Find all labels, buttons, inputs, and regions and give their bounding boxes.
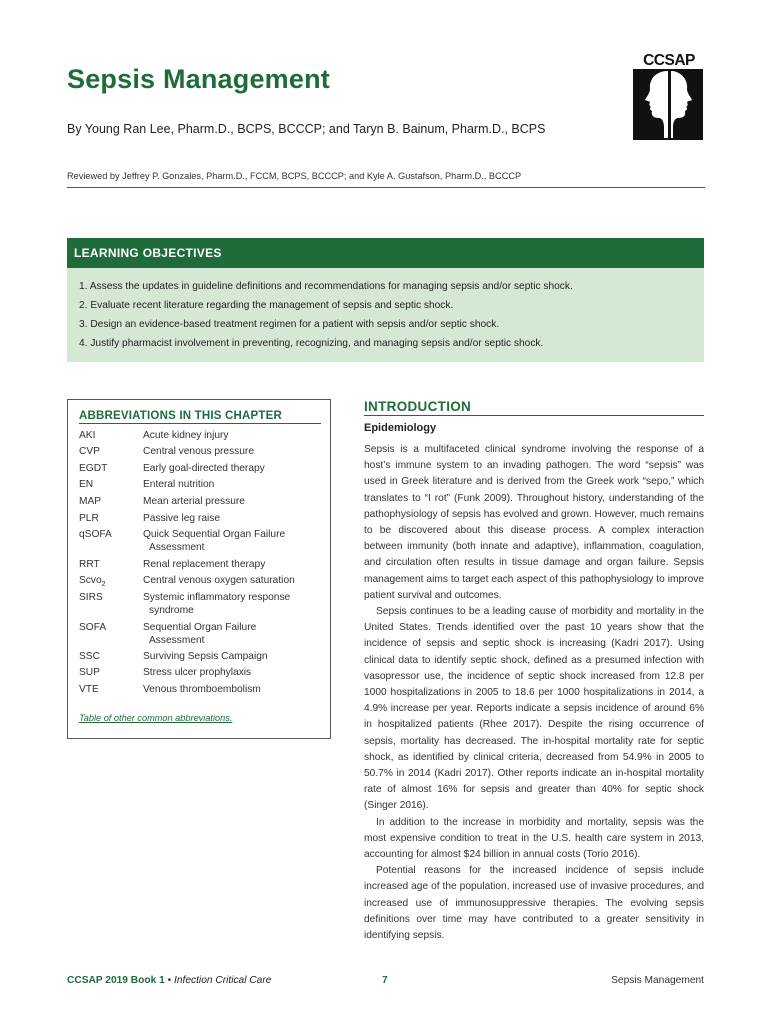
logo-faces-icon <box>633 69 703 140</box>
definition-text: Quick Sequential Organ Failure <box>143 529 286 540</box>
abbreviation-definition: Passive leg raise <box>143 513 221 524</box>
page-title: Sepsis Management <box>67 64 330 94</box>
footer-separator: • <box>164 975 175 986</box>
definition-continuation: Assessment <box>149 542 205 553</box>
abbreviation: EN <box>79 479 94 490</box>
footer-book-subtitle: Infection Critical Care <box>174 975 272 986</box>
abbreviation: SOFA <box>79 622 107 633</box>
objective-item: 1. Assess the updates in guideline definitions and recommendations for managing sepsis and/or septic shock. <box>79 281 573 292</box>
abbreviation-definition: Stress ulcer prophylaxis <box>143 667 252 678</box>
page-number: 7 <box>382 975 388 986</box>
abbreviation-definition <box>143 528 323 554</box>
footer-chapter-title: Sepsis Management <box>611 975 704 986</box>
author-line: By Young Ran Lee, Pharm.D., BCPS, BCCCP; and Taryn B. Bainum, Pharm.D., BCPS <box>67 122 546 136</box>
learning-objectives-heading: LEARNING OBJECTIVES <box>67 238 704 268</box>
abbreviation: PLR <box>79 513 99 524</box>
body-paragraph: In addition to the increase in morbidity and mortality, sepsis was the most expensive condition to treat in the U.S. health care system in 2013, accounting for almost $24 billion in annual costs (Torio 2016). <box>364 816 704 861</box>
abbreviations-table-link[interactable]: Table of other common abbreviations. <box>79 713 233 723</box>
introduction-body <box>364 442 704 944</box>
abbreviation: AKI <box>79 430 96 441</box>
objective-item: 2. Evaluate recent literature regarding the management of sepsis and septic shock. <box>79 300 454 311</box>
objective-item: 4. Justify pharmacist involvement in preventing, recognizing, and managing sepsis and/or septic shock. <box>79 338 544 349</box>
logo-text: CCSAP <box>643 52 695 69</box>
abbreviation-subscript: 2 <box>101 581 106 589</box>
abbreviation-definition: Acute kidney injury <box>143 430 229 441</box>
abbreviation: EGDT <box>79 463 108 474</box>
abbreviation-definition: Central venous pressure <box>143 446 254 457</box>
abbreviation-definition: Early goal-directed therapy <box>143 463 265 474</box>
footer-book-title: CCSAP 2019 Book 1 <box>67 975 165 986</box>
definition-continuation: syndrome <box>149 605 194 616</box>
body-paragraph: Sepsis is a multifaceted clinical syndrome involving the response of a host’s immune system to an invading pathogen. The word “sepsis” was used in Greek literature and is derived from the Greek work “sepo,” which translates to “I rot” (Funk 2009). Throughout history, understanding of the pathophysiology of sepsis has evolved and grown. However, much remains to be discovered about this disease process. A complex interaction between immunity (both innate and adaptive), inflammation, coagulation, and circulation often results in tissue damage and organ failure. Sepsis management aims to target each aspect of this pathophysiology to improve patient survival and outcomes. <box>364 444 704 601</box>
abbreviation <box>79 574 106 591</box>
definition-text: Systemic inflammatory response <box>143 592 291 603</box>
learning-objectives-list <box>67 268 704 355</box>
reviewer-line: Reviewed by Jeffrey P. Gonzales, Pharm.D., FCCM, BCPS, BCCCP; and Kyle A. Gustafson, Pharm.D., BCCCP <box>67 171 522 181</box>
epidemiology-subheading: Epidemiology <box>364 422 437 434</box>
objective-item: 3. Design an evidence-based treatment regimen for a patient with sepsis and/or septic shock. <box>79 319 500 330</box>
abbreviation: MAP <box>79 496 102 507</box>
footer-book-info <box>67 975 271 986</box>
definition-text: Sequential Organ Failure <box>143 622 257 633</box>
abbreviation-definition: Venous thromboembolism <box>143 684 261 695</box>
ccsap-logo <box>632 52 706 144</box>
abbreviation: SUP <box>79 667 100 678</box>
abbreviation: VTE <box>79 684 99 695</box>
abbreviation-text: Scvo <box>79 575 102 586</box>
abbreviation-definition <box>143 621 323 647</box>
abbreviation-definition: Central venous oxygen saturation <box>143 575 295 586</box>
abbreviation: RRT <box>79 559 100 570</box>
introduction-heading: INTRODUCTION <box>364 399 704 416</box>
definition-continuation: Assessment <box>149 635 205 646</box>
abbreviation-definition <box>143 591 323 617</box>
header-divider <box>67 187 705 188</box>
abbreviation-definition: Renal replacement therapy <box>143 559 266 570</box>
abbreviations-box <box>67 399 331 739</box>
abbreviation: CVP <box>79 446 100 457</box>
body-paragraph: Potential reasons for the increased incidence of sepsis include increased age of the population, increased use of invasive procedures, and increased use of immunosuppressive therapies. The evolving sepsis definitions over time may have contributed to a greater sensitivity in identifying sepsis. <box>364 865 704 942</box>
abbreviation: SSC <box>79 651 100 662</box>
learning-objectives-box <box>67 238 704 362</box>
abbreviation: qSOFA <box>79 529 112 540</box>
abbreviation: SIRS <box>79 592 103 603</box>
abbreviations-heading: ABBREVIATIONS IN THIS CHAPTER <box>79 410 321 424</box>
abbreviation-definition: Mean arterial pressure <box>143 496 245 507</box>
body-paragraph: Sepsis continues to be a leading cause of morbidity and mortality in the United States. Trends identified over the past 10 years show that the incidence of sepsis and septic shock is increasing (Kadri 2017). Using clinical data to identify septic shock, defined as a presumed infection with vasopressor use, the incidence of septic shock increased from 12.8 per 1000 hospitalizations in 2005 to 18.6 per 1000 hospitalizations in 2014, a 4.9% increase per year. Reports indicate a sepsis incidence of around 6% in hospitalized patients (Rhee 2017). Despite the rising occurrence of sepsis, mortality has decreased. The in-hospital mortality rate for septic shock, as identified by clinical criteria, decreased from 54.9% in 2005 to 50.7% in 2014 (Kadri 2017). Other reports indicate an in-hospital mortality rate of almost 16% for sepsis and greater than 40% for septic shock (Singer 2016). <box>364 606 704 812</box>
abbreviation-definition: Enteral nutrition <box>143 479 215 490</box>
abbreviation-definition: Surviving Sepsis Campaign <box>143 651 268 662</box>
